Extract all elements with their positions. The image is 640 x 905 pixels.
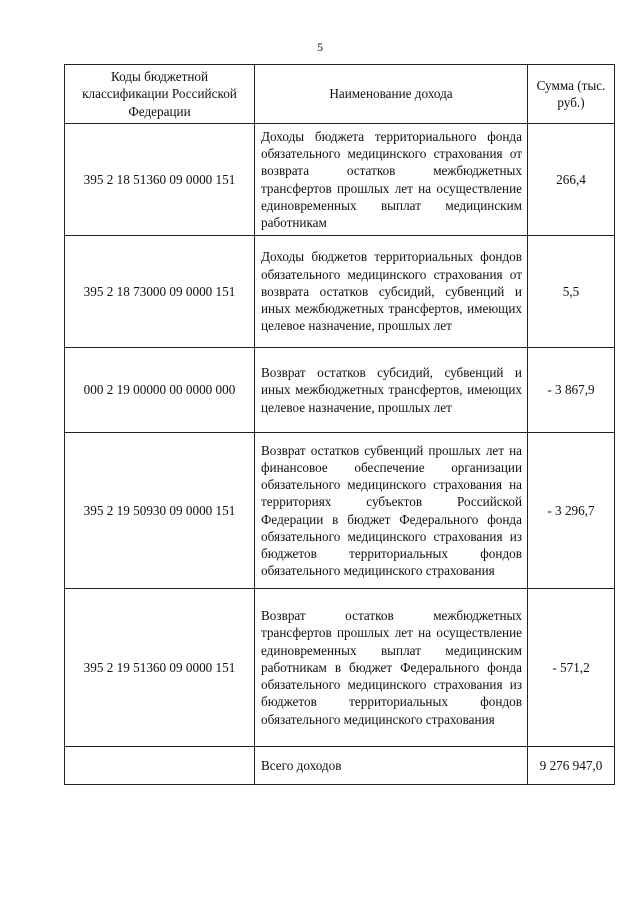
table-row <box>65 348 615 433</box>
budget-code-cell: 395 2 19 50930 09 0000 151 <box>65 433 255 589</box>
table-header-row <box>65 65 615 124</box>
income-name-cell: Возврат остатков субвенций прошлых лет на финансовое обеспечение организации обязательного медицинского страхования на территориях субъектов Российской Федерации в бюджет Федерального фонда обязательного медицинского страхования из бюджетов территориальных фондов обязательного медицинского страхования <box>255 433 528 589</box>
table-row <box>65 589 615 747</box>
total-label: Всего доходов <box>255 747 528 785</box>
total-code-cell <box>65 747 255 785</box>
total-row <box>65 747 615 785</box>
income-name-cell: Доходы бюджета территориального фонда обязательного медицинского страхования от возврата остатков межбюджетных трансфертов прошлых лет на осуществление единовременных выплат медицинским работникам <box>255 124 528 236</box>
total-amount: 9 276 947,0 <box>528 747 615 785</box>
table-row <box>65 236 615 348</box>
income-name-cell: Возврат остатков субсидий, субвенций и иных межбюджетных трансфертов, имеющих целевое назначение, прошлых лет <box>255 348 528 433</box>
table-row <box>65 433 615 589</box>
page-number: 5 <box>317 40 323 54</box>
amount-cell: - 571,2 <box>528 589 615 747</box>
budget-code-cell: 395 2 18 73000 09 0000 151 <box>65 236 255 348</box>
income-table <box>64 64 615 785</box>
amount-cell: 5,5 <box>528 236 615 348</box>
header-amount: Сумма (тыс. руб.) <box>528 65 615 124</box>
budget-code-cell: 395 2 18 51360 09 0000 151 <box>65 124 255 236</box>
budget-code-cell: 395 2 19 51360 09 0000 151 <box>65 589 255 747</box>
header-income-name: Наименование дохода <box>255 65 528 124</box>
amount-cell: - 3 867,9 <box>528 348 615 433</box>
amount-cell: - 3 296,7 <box>528 433 615 589</box>
amount-cell: 266,4 <box>528 124 615 236</box>
income-name-cell: Доходы бюджетов территориальных фондов обязательного медицинского страхования от возврата остатков субсидий, субвенций и иных межбюджетных трансфертов, имеющих целевое назначение, прошлых лет <box>255 236 528 348</box>
income-name-cell: Возврат остатков межбюджетных трансфертов прошлых лет на осуществление единовременных выплат медицинским работникам в бюджет Федерального фонда обязательного медицинского страхования из бюджетов территориальных фондов обязательного медицинского страхования <box>255 589 528 747</box>
table-row <box>65 124 615 236</box>
header-budget-codes: Коды бюджетной классификации Российской Федерации <box>65 65 255 124</box>
budget-code-cell: 000 2 19 00000 00 0000 000 <box>65 348 255 433</box>
